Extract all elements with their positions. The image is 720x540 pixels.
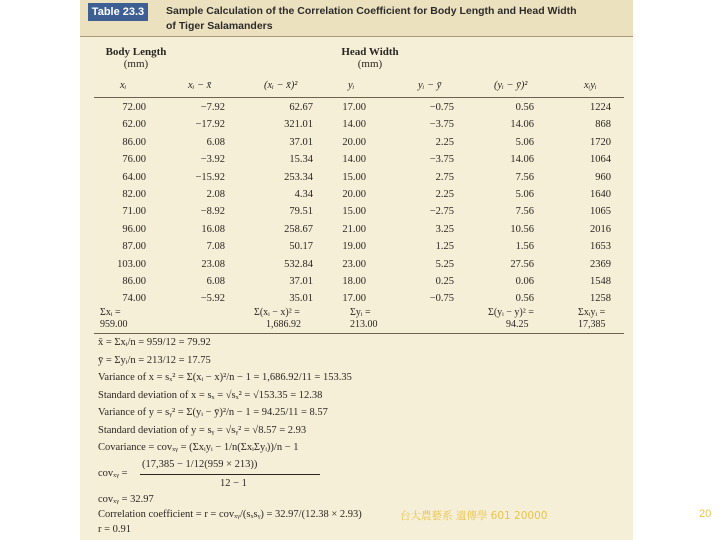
table-cell: 0.56 (515, 293, 534, 305)
calculation-line: Standard deviation of y = sᵧ = √sᵧ² = √8.57 = 2.93 (98, 424, 307, 436)
table-cell: −3.92 (200, 154, 225, 166)
calculation-line: x̄ = Σxᵢ/n = 959/12 = 79.92 (98, 337, 211, 348)
covariance-numerator: (17,385 − 1/12(959 × 213)) (142, 459, 258, 470)
table-header (80, 0, 633, 37)
sum-x-label: Σxᵢ = (100, 307, 121, 318)
table-cell: 2.25 (435, 189, 454, 200)
table-cell: 0.25 (435, 276, 454, 287)
table-cell: 71.00 (122, 206, 146, 218)
table-cell: 21.00 (342, 223, 366, 235)
table-cell: 1653 (590, 241, 611, 253)
table-title-line-2: of Tiger Salamanders (166, 20, 273, 32)
calculation-line: Standard deviation of x = sₓ = √sₓ² = √153.35 = 12.38 (98, 389, 323, 401)
table-cell: 960 (595, 171, 611, 183)
table-cell: 258.67 (284, 223, 313, 235)
group-header-body-length (96, 46, 176, 70)
table-cell: 82.00 (122, 189, 146, 200)
table-cell: −3.75 (429, 119, 454, 131)
table-cell: 15.00 (342, 171, 366, 183)
table-cell: −8.92 (200, 206, 225, 218)
table-cell: 14.00 (342, 119, 366, 131)
column-header: (xᵢ − x̄)² (264, 80, 298, 91)
table-cell: 76.00 (122, 154, 146, 166)
table-cell: 19.00 (342, 241, 366, 253)
table-cell: 4.34 (294, 189, 313, 200)
sum-y-label: Σyᵢ = (350, 307, 371, 318)
sum-xy-label: Σxᵢyᵢ = (578, 307, 606, 318)
table-cell: −17.92 (195, 119, 225, 131)
table-title-line-1: Sample Calculation of the Correlation Coefficient for Body Length and Head Width (166, 5, 577, 17)
table-cell: 1720 (590, 136, 611, 148)
table-cell: 20.00 (342, 189, 366, 200)
header-rule (94, 97, 624, 98)
fraction-bar (140, 474, 320, 475)
table-cell: 5.06 (515, 189, 534, 200)
table-cell: 37.01 (289, 136, 313, 148)
table-cell: 10.56 (510, 223, 534, 235)
footer-text: 台大農藝系 遺傳學 601 20000 (400, 510, 548, 522)
covariance-label: covₓᵧ = (98, 468, 128, 479)
column-header: xᵢ (120, 80, 127, 91)
table-cell: 27.56 (510, 258, 534, 270)
table-cell: 532.84 (284, 258, 313, 270)
table-cell: 15.00 (342, 206, 366, 218)
group-head-unit: (mm) (357, 58, 383, 70)
column-header: xᵢ − x̄ (188, 80, 212, 91)
table-cell: 253.34 (284, 171, 313, 183)
table-cell: 74.00 (122, 293, 146, 305)
sum-yy-value: 94.25 (506, 319, 529, 330)
table-cell: 2.25 (435, 136, 454, 148)
column-header: yᵢ − ȳ (418, 80, 442, 91)
column-header: yᵢ (348, 80, 355, 91)
table-cell: 62.67 (289, 102, 313, 113)
table-cell: 103.00 (117, 258, 146, 270)
table-cell: 6.08 (206, 276, 225, 287)
table-cell: 1065 (590, 206, 611, 218)
table-cell: 18.00 (342, 276, 366, 287)
table-cell: 868 (595, 119, 611, 131)
table-cell: 6.08 (206, 136, 225, 148)
covariance-result: covₓᵧ = 32.97 (98, 494, 154, 505)
table-cell: 14.06 (510, 119, 534, 131)
table-cell: 14.06 (510, 154, 534, 166)
column-header: (yᵢ − ȳ)² (494, 80, 528, 91)
table-cell: 1640 (590, 189, 611, 200)
column-header: xᵢyᵢ (584, 80, 597, 91)
table-cell: 79.51 (289, 206, 313, 218)
table-cell: 20.00 (342, 136, 366, 148)
table-cell: −2.75 (429, 206, 454, 218)
sum-xx-label: Σ(xᵢ − x)² = (254, 307, 300, 318)
table-cell: 23.00 (342, 258, 366, 270)
r-result: r = 0.91 (98, 524, 132, 535)
table-cell: 72.00 (122, 102, 146, 113)
group-head-name: Head Width (341, 46, 399, 58)
table-cell: 2369 (590, 258, 611, 270)
table-cell: 2016 (590, 223, 611, 235)
table-cell: 2.75 (435, 171, 454, 183)
table-cell: −5.92 (200, 293, 225, 305)
correlation-line: Correlation coefficient = r = covₓᵧ/(sₓsᵧ) = 32.97/(12.38 × 2.93) (98, 509, 362, 520)
table-cell: 37.01 (289, 276, 313, 287)
table-cell: 5.06 (515, 136, 534, 148)
table-cell: 2.08 (206, 189, 225, 200)
table-cell: 35.01 (289, 293, 313, 305)
table-cell: 87.00 (122, 241, 146, 253)
group-header-head-width (330, 46, 410, 70)
sum-yy-label: Σ(yᵢ − y)² = (488, 307, 534, 318)
table-cell: 321.01 (284, 119, 313, 131)
group-body-unit: (mm) (123, 58, 149, 70)
table-cell: 50.17 (289, 241, 313, 253)
table-cell: 1064 (590, 154, 611, 166)
table-cell: 7.56 (515, 206, 534, 218)
sum-xx-value: 1,686.92 (266, 319, 301, 330)
table-cell: −7.92 (200, 102, 225, 113)
table-cell: 62.00 (122, 119, 146, 131)
table-number-badge: Table 23.3 (88, 3, 148, 21)
page-number: 20 (699, 508, 712, 520)
calculation-line: ȳ = Σyᵢ/n = 213/12 = 17.75 (98, 354, 211, 366)
table-cell: 1258 (590, 293, 611, 305)
table-cell: 64.00 (122, 171, 146, 183)
table-cell: 0.56 (515, 102, 534, 113)
table-cell: −0.75 (429, 102, 454, 113)
group-body-name: Body Length (105, 46, 167, 58)
table-cell: 5.25 (435, 258, 454, 270)
table-cell: 86.00 (122, 136, 146, 148)
table-cell: 1.25 (435, 241, 454, 253)
table-panel (80, 0, 633, 540)
table-cell: 86.00 (122, 276, 146, 287)
sum-y-value: 213.00 (350, 319, 378, 330)
table-cell: 17.00 (342, 293, 366, 305)
table-cell: 1.56 (515, 241, 534, 253)
table-cell: 17.00 (342, 102, 366, 113)
table-cell: 23.08 (201, 258, 225, 270)
table-cell: 0.06 (515, 276, 534, 287)
table-cell: −3.75 (429, 154, 454, 166)
table-cell: −15.92 (195, 171, 225, 183)
table-cell: 14.00 (342, 154, 366, 166)
table-cell: 1548 (590, 276, 611, 287)
calculation-line: Covariance = covₓᵧ = (Σxᵢyᵢ − 1/n(ΣxᵢΣyᵢ))/n − 1 (98, 442, 299, 453)
calculation-line: Variance of y = sᵧ² = Σ(yᵢ − ȳ)²/n − 1 = 94.25/11 = 8.57 (98, 407, 328, 418)
covariance-denominator: 12 − 1 (220, 478, 247, 489)
calculation-line: Variance of x = sₓ² = Σ(xᵢ − x)²/n − 1 = 1,686.92/11 = 153.35 (98, 372, 352, 383)
sum-x-value: 959.00 (100, 319, 128, 330)
table-cell: 16.08 (201, 223, 225, 235)
sum-xy-value: 17,385 (578, 319, 606, 330)
table-cell: 7.08 (206, 241, 225, 253)
table-cell: 1224 (590, 102, 611, 113)
table-cell: 3.25 (435, 223, 454, 235)
table-cell: 7.56 (515, 171, 534, 183)
table-cell: −0.75 (429, 293, 454, 305)
sums-rule (94, 333, 624, 334)
table-cell: 15.34 (289, 154, 313, 166)
table-cell: 96.00 (122, 223, 146, 235)
